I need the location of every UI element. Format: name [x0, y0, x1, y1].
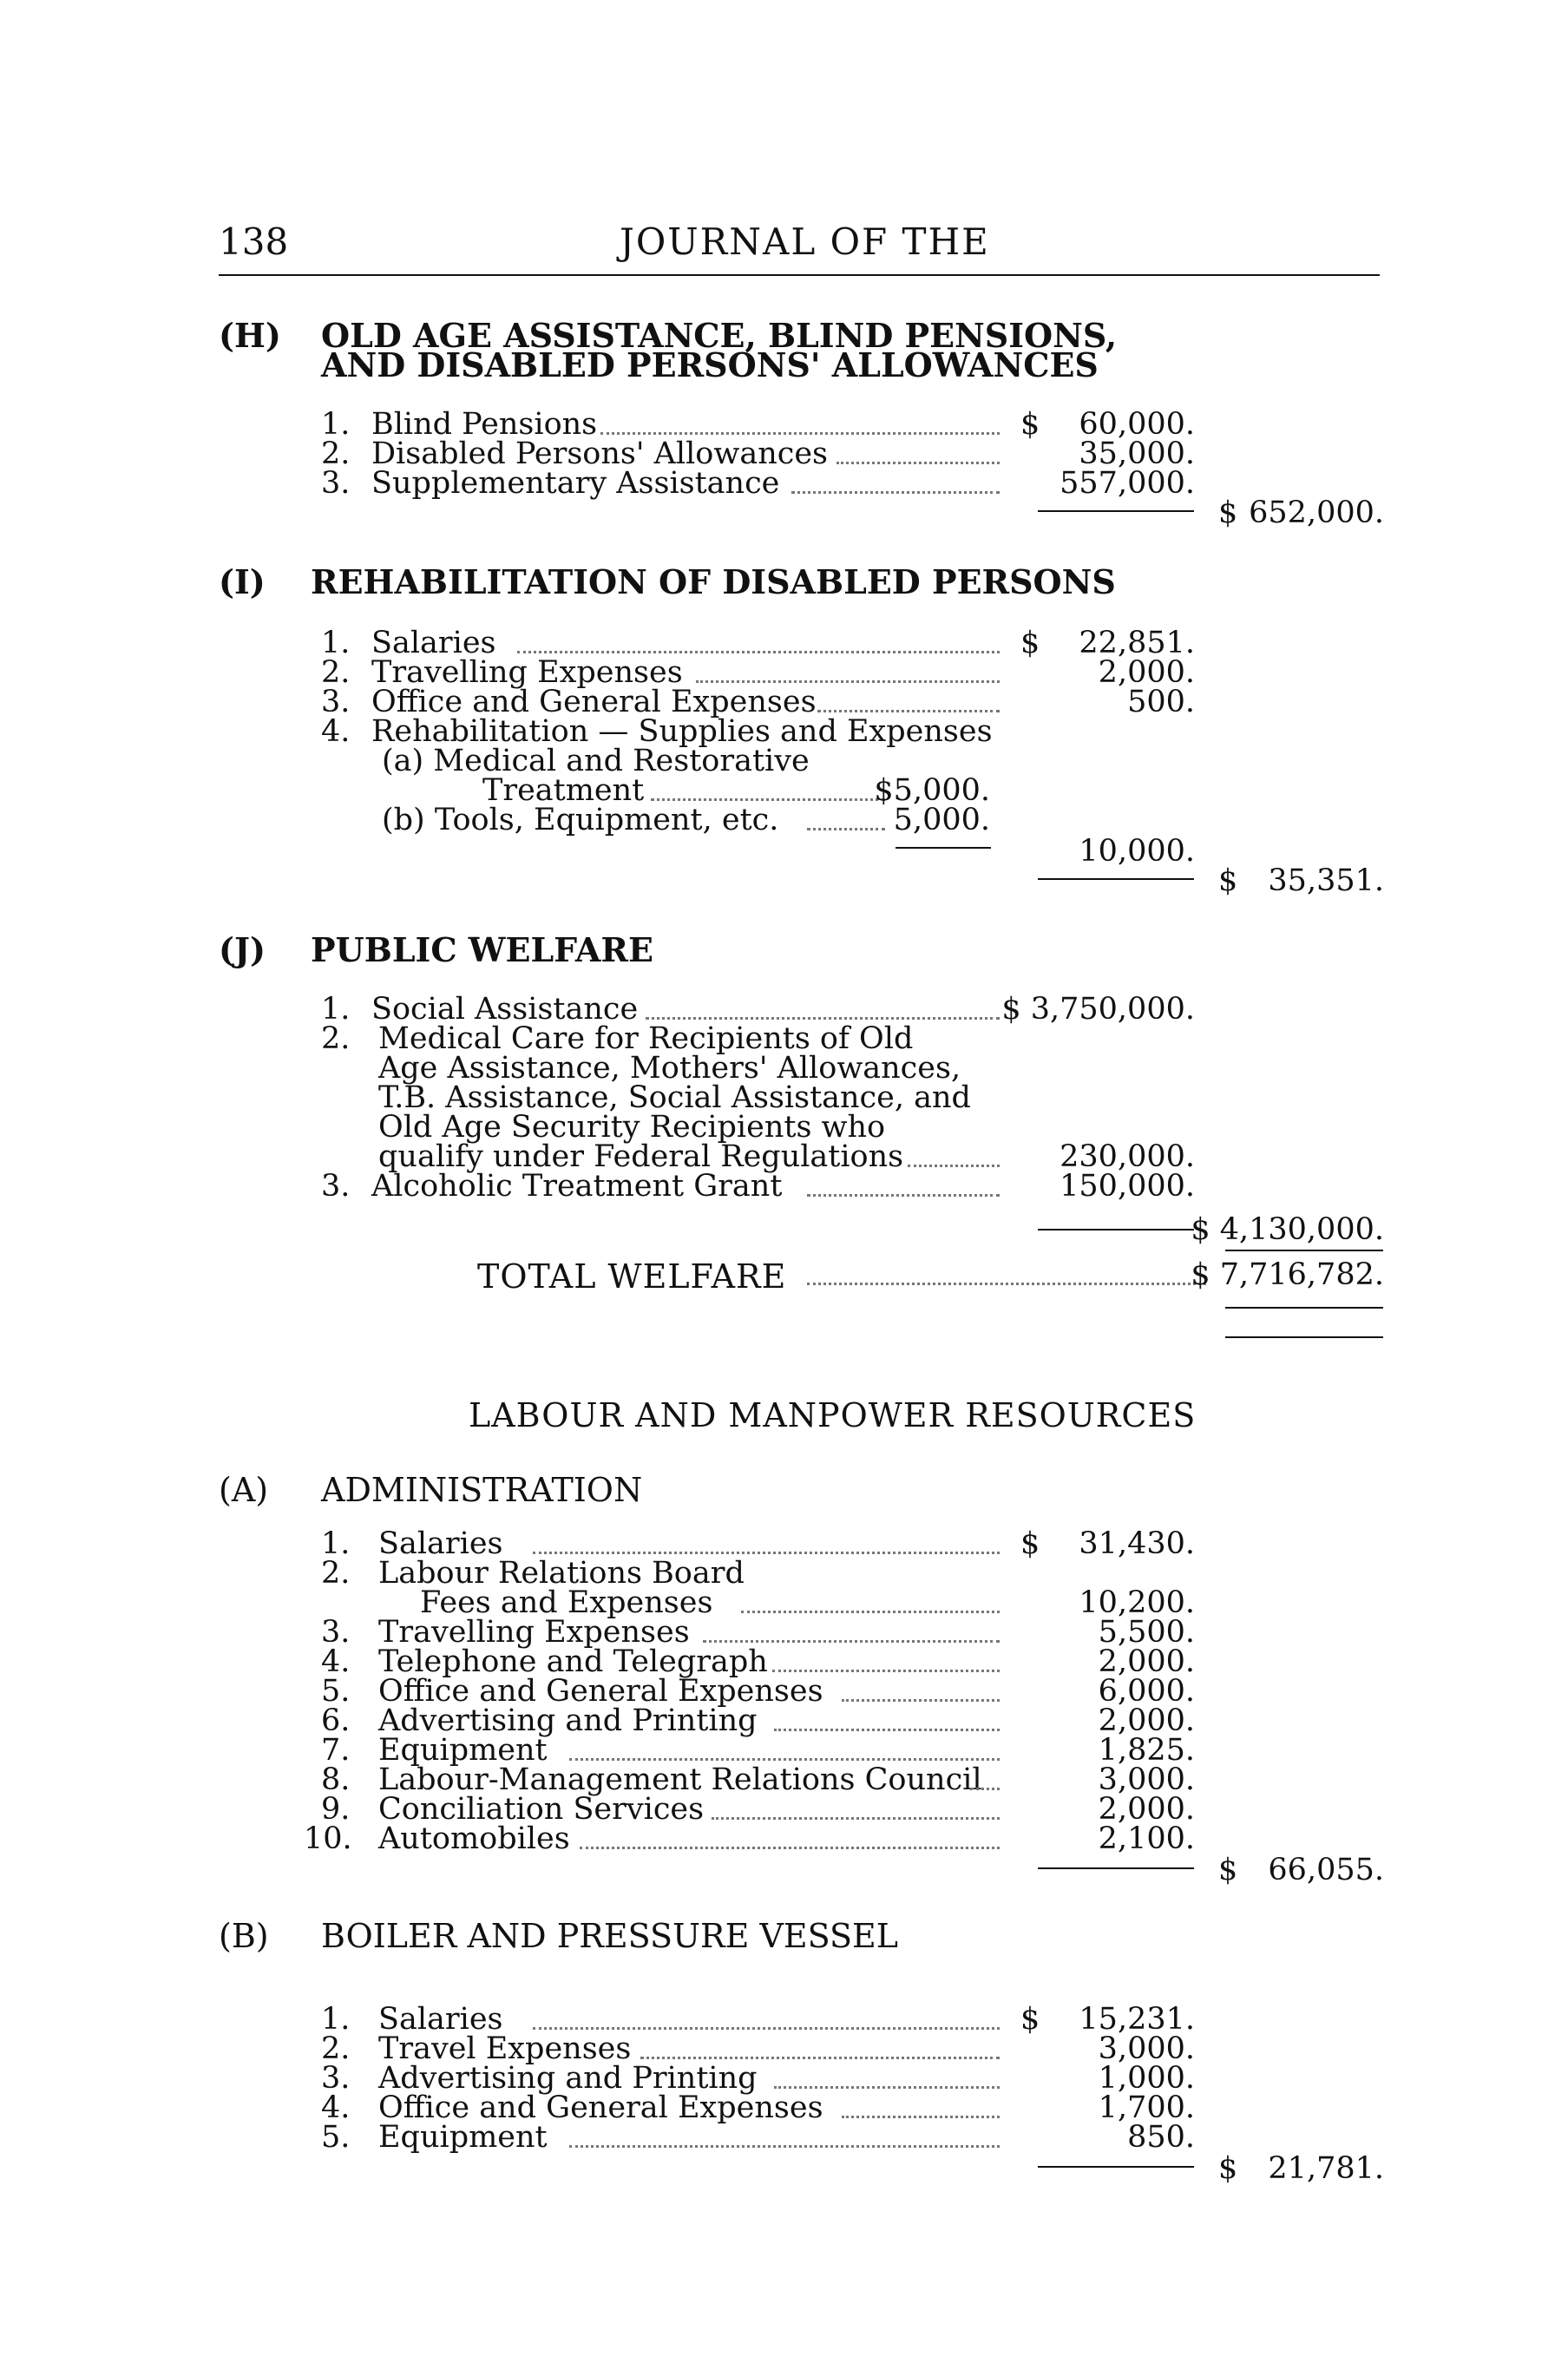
- dot-leader: [842, 1699, 1000, 1702]
- list-item-number: 1.: [321, 992, 351, 1027]
- list-item-number: 2.: [321, 655, 351, 690]
- list-item-number: 3.: [321, 685, 351, 719]
- header-rule: [219, 274, 1380, 276]
- dot-leader: [772, 1670, 1000, 1672]
- list-item-amount: 3,000.: [1098, 1762, 1195, 1797]
- list-item-number: 7.: [321, 1733, 351, 1768]
- section-a-letter: (A): [219, 1471, 269, 1509]
- section-i-total: 35,351.: [1268, 863, 1384, 898]
- list-item-label: Office and General Expenses: [378, 1674, 823, 1709]
- dollar-sign: $: [1020, 407, 1040, 442]
- list-item-number: 1.: [321, 407, 351, 442]
- list-item-amount: 557,000.: [1060, 466, 1195, 501]
- list-item-label: Conciliation Services: [378, 1792, 705, 1827]
- sub-item-a-amount: $5,000.: [874, 773, 990, 808]
- list-item-label: Disabled Persons' Allowances: [371, 436, 829, 471]
- total-rule: [1225, 1250, 1383, 1251]
- list-item-label: Salaries: [378, 2002, 503, 2037]
- dollar-sign: $: [1218, 863, 1238, 898]
- list-item-label: Age Assistance, Mothers' Allowances,: [378, 1051, 961, 1086]
- dot-leader: [703, 1640, 1000, 1643]
- list-item-amount: 2,000.: [1098, 1644, 1195, 1679]
- dollar-sign: $: [1020, 626, 1040, 660]
- list-item-number: 5.: [321, 2120, 351, 2155]
- subtotal-rule: [1038, 510, 1194, 512]
- list-item-label: Telephone and Telegraph: [378, 1644, 768, 1679]
- list-item-label: Travelling Expenses: [378, 1615, 690, 1650]
- dot-leader: [651, 798, 885, 801]
- total-welfare-amount: $ 7,716,782.: [1191, 1257, 1384, 1292]
- list-item-amount: 2,000.: [1098, 1792, 1195, 1827]
- section-a-total: 66,055.: [1268, 1853, 1384, 1887]
- list-item-number: 4.: [321, 2090, 351, 2125]
- list-item-number: 4.: [321, 714, 351, 749]
- list-item-amount: 1,825.: [1098, 1733, 1195, 1768]
- dot-leader: [712, 1817, 1000, 1820]
- dollar-sign: $: [1218, 2151, 1238, 2186]
- list-item-number: 3.: [321, 466, 351, 501]
- list-item-label: Salaries: [371, 626, 496, 660]
- dot-leader: [533, 1552, 1000, 1554]
- list-item-label: Office and General Expenses: [371, 685, 817, 719]
- dot-leader: [774, 2086, 1000, 2089]
- dollar-sign: $: [1020, 2002, 1040, 2037]
- dot-leader: [569, 1758, 1000, 1761]
- dot-leader: [817, 710, 1000, 712]
- dot-leader: [696, 680, 1000, 683]
- dot-leader: [842, 2116, 1000, 2118]
- dot-leader: [569, 2145, 1000, 2148]
- labour-section-title: LABOUR AND MANPOWER RESOURCES: [469, 1396, 1197, 1434]
- list-item-label: Equipment: [378, 1733, 548, 1768]
- dot-leader: [908, 1165, 1000, 1167]
- section-b-total: 21,781.: [1268, 2151, 1384, 2186]
- page-number: 138: [219, 220, 289, 263]
- list-item-number: 2.: [321, 2031, 351, 2066]
- list-item-amount: 2,100.: [1098, 1821, 1195, 1856]
- list-item-amount: 500.: [1127, 685, 1195, 719]
- list-item-number: 1.: [321, 1526, 351, 1561]
- section-a-title: ADMINISTRATION: [321, 1471, 643, 1509]
- dot-leader: [774, 1729, 1000, 1731]
- list-item-number: 1.: [321, 626, 351, 660]
- sub-item-b-amount: 5,000.: [893, 803, 990, 837]
- sub-item-a-line2: Treatment: [482, 773, 645, 808]
- section-h-letter: (H): [219, 316, 281, 355]
- dot-leader: [533, 2027, 1000, 2030]
- list-item-amount: 230,000.: [1060, 1139, 1195, 1174]
- list-item-label: Rehabilitation — Supplies and Expenses: [371, 714, 993, 749]
- dot-leader: [807, 1194, 1000, 1197]
- dot-leader: [640, 2057, 1000, 2059]
- list-item-amount: 1,000.: [1098, 2061, 1195, 2096]
- list-item-amount: 60,000.: [1079, 407, 1195, 442]
- list-item-number: 9.: [321, 1792, 351, 1827]
- list-item-number: 2.: [321, 436, 351, 471]
- list-item-number: 2.: [321, 1021, 351, 1056]
- list-item-amount: 2,000.: [1098, 1703, 1195, 1738]
- section-b-title: BOILER AND PRESSURE VESSEL: [321, 1917, 899, 1955]
- list-item-amount: $ 3,750,000.: [1001, 992, 1195, 1027]
- list-item-number: 3.: [321, 2061, 351, 2096]
- section-h-total: 652,000.: [1249, 495, 1384, 530]
- list-item-label: Advertising and Printing: [378, 1703, 758, 1738]
- list-item-amount: 10,200.: [1079, 1585, 1195, 1620]
- list-item-label: qualify under Federal Regulations: [378, 1139, 904, 1174]
- double-rule-top: [1225, 1307, 1383, 1309]
- dot-leader: [807, 828, 885, 830]
- dot-leader: [517, 651, 1000, 653]
- item-4-amount: 10,000.: [1079, 834, 1195, 869]
- list-item-amount: 6,000.: [1098, 1674, 1195, 1709]
- section-j-title: PUBLIC WELFARE: [311, 930, 653, 969]
- dot-leader: [807, 1283, 1206, 1285]
- list-item-label: Advertising and Printing: [378, 2061, 758, 2096]
- list-item-label: T.B. Assistance, Social Assistance, and: [378, 1080, 971, 1115]
- list-item-label: Labour Relations Board: [378, 1556, 745, 1591]
- subtotal-rule: [1038, 878, 1194, 880]
- list-item-label: Equipment: [378, 2120, 548, 2155]
- list-item-label: Fees and Expenses: [420, 1585, 713, 1620]
- subtotal-rule: [1038, 1229, 1194, 1231]
- dollar-sign: $: [1218, 1853, 1238, 1887]
- list-item-label: Travelling Expenses: [371, 655, 683, 690]
- list-item-label: Social Assistance: [371, 992, 639, 1027]
- list-item-amount: 31,430.: [1079, 1526, 1195, 1561]
- double-rule-bottom: [1225, 1336, 1383, 1338]
- dot-leader: [836, 462, 1000, 464]
- sub-item-a-line1: (a) Medical and Restorative: [382, 744, 810, 778]
- list-item-amount: 850.: [1127, 2120, 1195, 2155]
- list-item-label: Automobiles: [378, 1821, 570, 1856]
- list-item-label: Medical Care for Recipients of Old: [378, 1021, 914, 1056]
- subtotal-rule: [896, 847, 991, 849]
- list-item-amount: 1,700.: [1098, 2090, 1195, 2125]
- list-item-number: 8.: [321, 1762, 351, 1797]
- section-h-title-line2: AND DISABLED PERSONS' ALLOWANCES: [321, 345, 1099, 384]
- section-b-letter: (B): [219, 1917, 269, 1955]
- list-item-label: Blind Pensions: [371, 407, 598, 442]
- list-item-number: 6.: [321, 1703, 351, 1738]
- section-j-letter: (J): [219, 930, 266, 969]
- total-welfare-label: TOTAL WELFARE: [477, 1257, 787, 1296]
- list-item-number: 10.: [304, 1821, 352, 1856]
- dot-leader: [970, 1788, 1000, 1790]
- dollar-sign: $: [1218, 495, 1238, 530]
- dollar-sign: $: [1020, 1526, 1040, 1561]
- list-item-number: 5.: [321, 1674, 351, 1709]
- section-i-letter: (I): [219, 562, 266, 601]
- subtotal-rule: [1038, 1867, 1194, 1869]
- sub-item-b-label: (b) Tools, Equipment, etc.: [382, 803, 779, 837]
- list-item-label: Salaries: [378, 1526, 503, 1561]
- list-item-label: Travel Expenses: [378, 2031, 632, 2066]
- list-item-label: Alcoholic Treatment Grant: [371, 1169, 783, 1204]
- list-item-amount: 22,851.: [1079, 626, 1195, 660]
- list-item-amount: 2,000.: [1098, 655, 1195, 690]
- list-item-amount: 3,000.: [1098, 2031, 1195, 2066]
- dot-leader: [791, 491, 1000, 494]
- list-item-amount: 35,000.: [1079, 436, 1195, 471]
- section-h-title-line1: OLD AGE ASSISTANCE, BLIND PENSIONS,: [321, 316, 1118, 355]
- list-item-number: 3.: [321, 1615, 351, 1650]
- list-item-label: Office and General Expenses: [378, 2090, 823, 2125]
- dot-leader: [600, 432, 1000, 435]
- section-j-total: $ 4,130,000.: [1191, 1212, 1384, 1247]
- list-item-label: Supplementary Assistance: [371, 466, 780, 501]
- list-item-number: 2.: [321, 1556, 351, 1591]
- page-title: JOURNAL OF THE: [620, 220, 990, 263]
- list-item-label: Old Age Security Recipients who: [378, 1110, 886, 1145]
- list-item-number: 3.: [321, 1169, 351, 1204]
- list-item-amount: 5,500.: [1098, 1615, 1195, 1650]
- list-item-amount: 15,231.: [1079, 2002, 1195, 2037]
- dot-leader: [741, 1611, 1000, 1613]
- list-item-label: Labour-Management Relations Council: [378, 1762, 982, 1797]
- list-item-amount: 150,000.: [1060, 1169, 1195, 1204]
- dot-leader: [646, 1017, 1000, 1020]
- list-item-number: 1.: [321, 2002, 351, 2037]
- section-i-title: REHABILITATION OF DISABLED PERSONS: [311, 562, 1116, 601]
- subtotal-rule: [1038, 2166, 1194, 2168]
- list-item-number: 4.: [321, 1644, 351, 1679]
- dot-leader: [580, 1847, 1000, 1849]
